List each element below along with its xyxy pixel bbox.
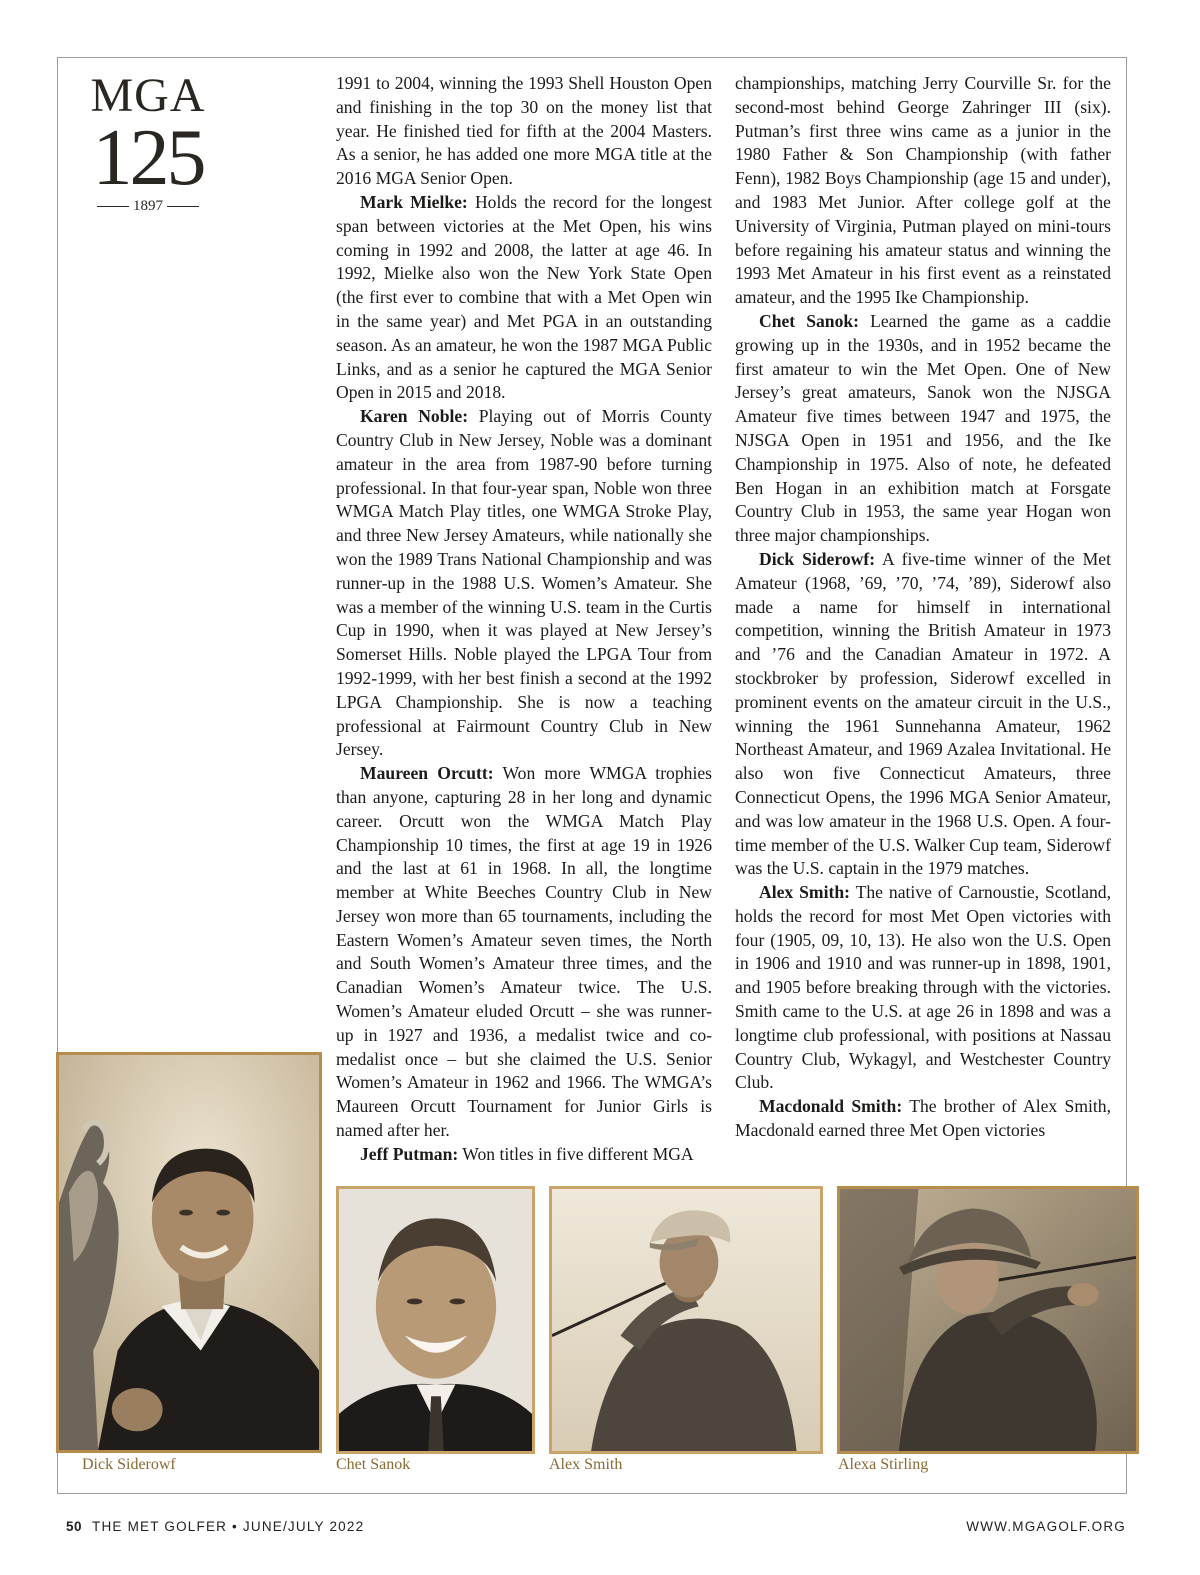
paragraph-text: Won more WMGA trophies than anyone, capturing 28 in her long and dynamic career. Orcutt won the WMGA Match Play Championship 10 times, the first at age 19 in 1926 and the last at 61 in 1968. In all, the longtime member at White Beeches Country Club in New Jersey won more than 65 tournaments, including the Eastern Women’s Amateur seven times, the North and South Women’s Amateur three times, and the Canadian Women’s Amateur twice. The U.S. Women’s Amateur eluded Orcutt – she was runner-up in 1927 and 1936, a medalist twice and co-medalist once – but she claimed the U.S. Senior Women’s Amateur in 1962 and 1966. The WMGA’s Maureen Orcutt Tournament for Junior Girls is named after her. xyxy=(336,763,712,1141)
paragraph xyxy=(735,310,1111,548)
golfer-name: Karen Noble: xyxy=(360,406,469,427)
paragraph-text: championships, matching Jerry Courville Sr. for the second-most behind George Zahringer III (six). Putman’s first three wins came as a junior in the 1980 Father & Son Championship (with father Fenn), 1982 Boys Championship (age 15 and under), and 1983 Met Junior. After college golf at the University of Virginia, Putman played on mini-tours before regaining his amateur status and winning the 1993 Met Amateur in his first event as a reinstated amateur, and the 1995 Ike Championship. xyxy=(735,73,1111,308)
golfer-name: Chet Sanok: xyxy=(759,310,860,331)
paragraph xyxy=(735,1095,1111,1143)
golfer-name: Maureen Orcutt: xyxy=(360,763,494,784)
caption-photo-2: Chet Sanok xyxy=(336,1456,411,1473)
golfer-name: Mark Mielke: xyxy=(360,191,468,212)
logo-number: 125 xyxy=(92,114,204,202)
paragraph-text: A five-time winner of the Met Amateur (1968, ’69, ’70, ’74, ’89), Siderowf also made a name for himself in international competition, winning the British Amateur in 1973 and ’76 and the Canadian Amateur in 1972. A stockbroker by profession, Siderowf excelled in prominent events on the amateur circuit in the U.S., winning the 1961 Sunnehanna Amateur, 1962 Northeast Amateur, and 1969 Azalea Invitational. He also won five Connecticut Amateurs, three Connecticut Opens, the 1996 MGA Senior Amateur, and was low amateur in the 1968 U.S. Open. A four-time member of the U.S. Walker Cup team, Siderowf was the U.S. captain in the 1979 matches. xyxy=(735,548,1111,879)
logo-rule-right xyxy=(167,206,199,207)
article-column-1 xyxy=(336,72,712,1167)
paragraph xyxy=(336,762,712,1143)
paragraph xyxy=(336,72,712,191)
mga-125-logo xyxy=(82,69,214,215)
golfer-name: Alex Smith: xyxy=(759,882,850,903)
paragraph-text: The native of Carnoustie, Scotland, holds the record for most Met Open victories with four (1905, 09, 10, 13). He also won the U.S. Open in 1906 and 1910 and was runner-up in 1898, 1901, and 1905 before breaking through with the victories. Smith came to the U.S. at age 26 in 1898 and was a longtime club professional, with positions at Nassau Country Club, Wykagyl, and Westchester Country Club. xyxy=(735,882,1111,1093)
logo-year: 1897 xyxy=(133,198,163,214)
publication-info: THE MET GOLFER • JUNE/JULY 2022 xyxy=(92,1519,365,1534)
paragraph-text: Learned the game as a caddie growing up in the 1930s, and in 1952 became the first amateur to win the Met Open. One of New Jersey’s great amateurs, Sanok won the NJSGA Amateur five times between 1947 and 1975, the NJSGA Open in 1951 and 1956, and the Ike Championship in 1975. Also of note, he defeated Ben Hogan in an exhibition match at Forsgate Country Club in 1953, the same year Hogan won three major championships. xyxy=(735,310,1111,546)
paragraph-text: 1991 to 2004, winning the 1993 Shell Houston Open and finishing in the top 30 on the money list that year. He finished tied for fifth at the 2004 Masters. As a senior, he has added one more MGA title at the 2016 MGA Senior Open. xyxy=(336,73,712,189)
caption-photo-3: Alex Smith xyxy=(549,1456,623,1473)
paragraph xyxy=(336,191,712,405)
golfer-name: Dick Siderowf: xyxy=(759,548,876,569)
page-number: 50 xyxy=(66,1519,83,1534)
paragraph xyxy=(336,1143,712,1167)
photo-alexa-stirling xyxy=(837,1186,1139,1454)
paragraph xyxy=(735,72,1111,310)
golfer-name: Macdonald Smith: xyxy=(759,1096,903,1117)
paragraph-text: The brother of Alex Smith, Macdonald earned three Met Open victories xyxy=(735,1096,1111,1141)
photo-dick-siderowf xyxy=(56,1052,322,1453)
paragraph xyxy=(336,405,712,762)
paragraph-text: Playing out of Morris County Country Club in New Jersey, Noble was a dominant amateur in the area from 1987-90 before turning professional. In that four-year span, Noble won three WMGA Match Play titles, one WMGA Stroke Play, and three New Jersey Amateurs, while nationally she won the 1989 Trans National Championship and was runner-up in the 1988 U.S. Women’s Amateur. She was a member of the winning U.S. team in the Curtis Cup in 1990, when it was played at New Jersey’s Somerset Hills. Noble played the LPGA Tour from 1992-1999, with her best finish a second at the 1992 LPGA Championship. She is now a teaching professional at Fairmount Country Club in New Jersey. xyxy=(336,406,712,760)
footer-left xyxy=(66,1519,364,1534)
article-column-2 xyxy=(735,72,1111,1143)
logo-rule-left xyxy=(97,206,129,207)
logo-brand: MGA xyxy=(90,69,206,122)
caption-photo-4: Alexa Stirling xyxy=(838,1456,929,1473)
website-link[interactable]: WWW.MGAGOLF.ORG xyxy=(966,1519,1126,1534)
photo-chet-sanok xyxy=(336,1186,535,1454)
paragraph-text: Holds the record for the longest span between victories at the Met Open, his wins coming in 1992 and 2008, the latter at age 46. In 1992, Mielke also won the New York State Open (the first ever to combine that with a Met Open win in the same year) and Met PGA in an outstanding season. As an amateur, he won the 1987 MGA Public Links, and as a senior he captured the MGA Senior Open in 2015 and 2018. xyxy=(336,191,712,403)
caption-photo-1: Dick Siderowf xyxy=(82,1456,176,1473)
golfer-name: Jeff Putman: xyxy=(360,1143,459,1164)
photo-alex-smith xyxy=(549,1186,823,1454)
paragraph xyxy=(735,548,1111,881)
paragraph xyxy=(735,881,1111,1095)
paragraph-text: Won titles in five different MGA xyxy=(458,1143,694,1164)
